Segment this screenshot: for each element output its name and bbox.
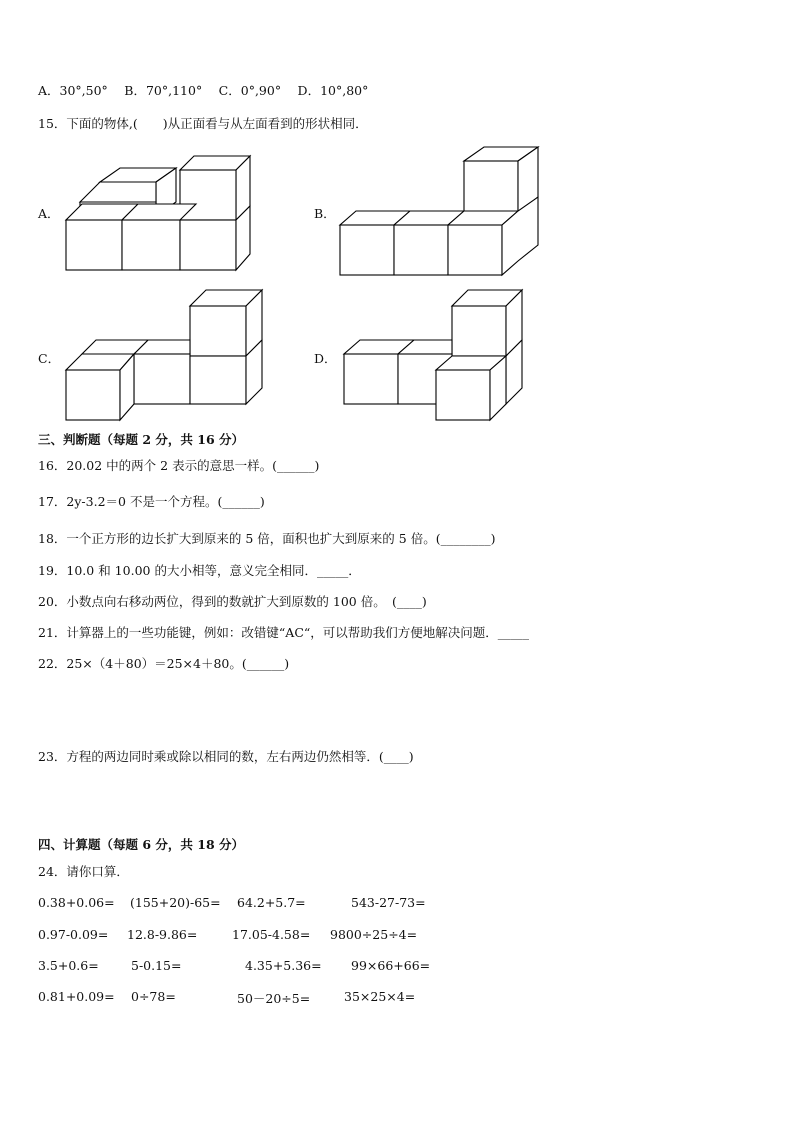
cube-face [436,370,490,420]
cube-face [122,220,180,270]
q14-options: A．30°,50° B．70°,110° C．0°,90° D．10°,80° [38,83,369,98]
cube-face [448,225,502,275]
q15-figure-a [60,150,260,275]
cube-face [180,170,236,220]
q15-option-b-label: B． [314,206,336,221]
calc-r1-c4: 543-27-73= [351,895,426,910]
q24: 24．请你口算． [38,864,129,879]
section-3-title: 三、判断题（每题 2 分，共 16 分） [38,432,245,447]
cube-face [190,356,246,404]
calc-r2-c4: 9800÷25÷4= [330,927,418,942]
cube-face [190,306,246,356]
q19: 19．10.0 和 10.00 的大小相等，意义完全相同．_____． [38,563,361,578]
section-4-title: 四、计算题（每题 6 分，共 18 分） [38,837,245,852]
cube-face [344,354,398,404]
cube-face [180,220,236,270]
q15-figure-d [340,288,545,423]
q15-figure-c [62,288,267,423]
cube-face [66,370,120,420]
calc-r1-c1: 0.38+0.06= [38,895,115,910]
q22: 22．25×（4＋80）＝25×4＋80。(______) [38,656,290,671]
calc-r1-c2: (155+20)-65= [130,895,221,910]
calc-r4-c1: 0.81+0.09= [38,989,115,1004]
q17: 17．2y-3.2＝0 不是一个方程。(______) [38,494,265,509]
cube-face [452,306,506,356]
q20: 20．小数点向右移动两位，得到的数就扩大到原数的 100 倍。 (____) [38,594,427,609]
calc-r4-c3: 50－20÷5= [237,991,311,1006]
calc-r4-c2: 0÷78= [131,989,176,1004]
calc-r1-c3: 64.2+5.7= [237,895,306,910]
cube-face [394,225,448,275]
q15-option-a-label: A． [38,206,60,221]
calc-r3-c3: 4.35+5.36= [245,958,322,973]
calc-r3-c2: 5-0.15= [131,958,182,973]
q21: 21．计算器上的一些功能键，例如：改错键“AC“，可以帮助我们方便地解决问题．_____ [38,625,530,640]
q15-option-c-label: C． [38,351,61,366]
calc-r3-c1: 3.5+0.6= [38,958,99,973]
calc-r2-c1: 0.97-0.09= [38,927,109,942]
cube-face [464,161,518,213]
cube-face [134,354,190,404]
cube-face [80,182,156,202]
q23: 23．方程的两边同时乘或除以相同的数，左右两边仍然相等．(____) [38,749,414,764]
q15-stem: 15．下面的物体,( )从正面看与从左面看到的形状相同． [38,116,368,131]
calc-r2-c3: 17.05-4.58= [232,927,311,942]
calc-r3-c4: 99×66+66= [351,958,431,973]
q15-option-d-label: D． [314,351,337,366]
q15-figure-b [338,145,543,280]
calc-r4-c4: 35×25×4= [344,989,416,1004]
q16: 16．20.02 中的两个 2 表示的意思一样。(______) [38,458,320,473]
cube-face [340,225,394,275]
q18: 18．一个正方形的边长扩大到原来的 5 倍，面积也扩大到原来的 5 倍。(________) [38,531,496,546]
cube-face [66,220,122,270]
calc-r2-c2: 12.8-9.86= [127,927,198,942]
